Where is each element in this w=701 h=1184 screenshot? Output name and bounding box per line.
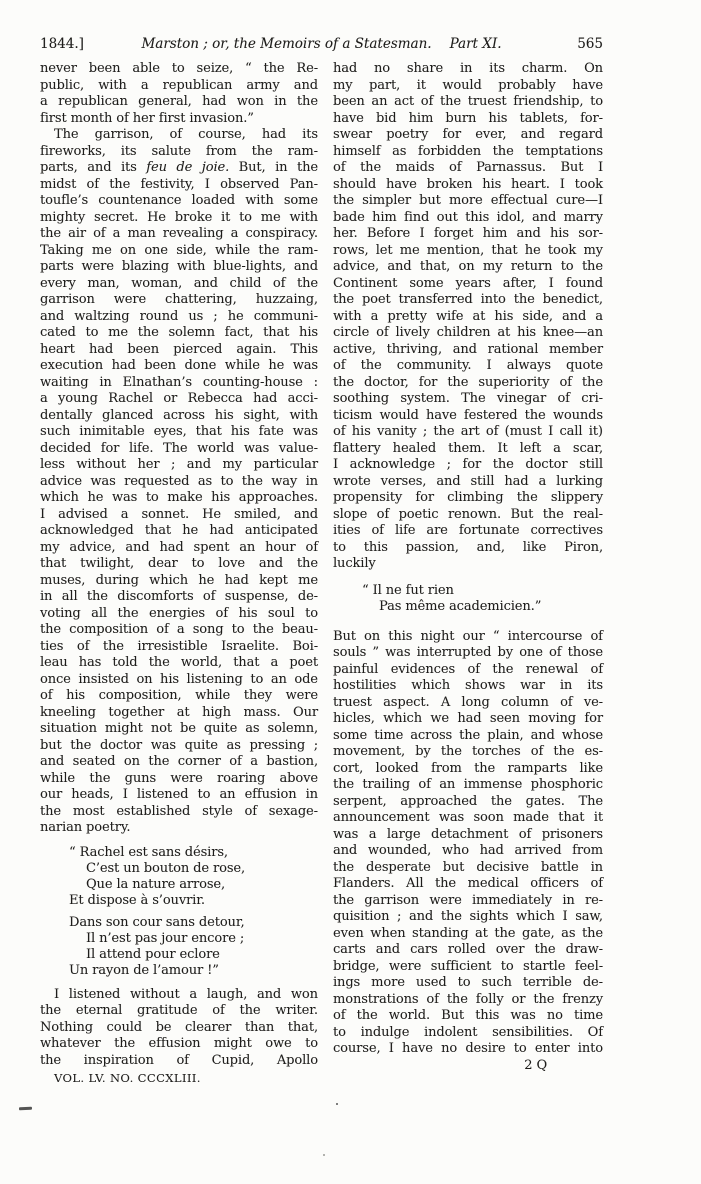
text-line: I listened without a laugh, and won bbox=[54, 986, 318, 1002]
text-line: parts were blazing with blue-lights, and bbox=[40, 259, 318, 274]
text-line: toufle’s countenance loaded with some bbox=[40, 193, 318, 208]
text-line: never been able to seize, “ the Re- bbox=[40, 61, 318, 76]
text-line: circle of lively children at his knee—an bbox=[333, 325, 603, 340]
paragraph bbox=[333, 61, 603, 573]
verse-line: Dans son cour sans detour, bbox=[69, 914, 245, 930]
text-line: while the guns were roaring above bbox=[40, 770, 318, 786]
page-header bbox=[40, 36, 603, 53]
running-title: Marston ; or, the Memoirs of a Statesman. bbox=[141, 36, 432, 52]
text-line: ties of the irresistible Israelite. Boi- bbox=[40, 638, 318, 654]
text-line: public, with a republican army and bbox=[40, 77, 318, 93]
text-line: execution had been done while he was bbox=[40, 358, 318, 373]
text-line: and wounded, who had arrived from bbox=[333, 843, 603, 858]
text-line: once insisted on his listening to an ode bbox=[40, 671, 318, 687]
text-line: was a large detachment of prisoners bbox=[333, 826, 603, 842]
verse-stanza bbox=[40, 915, 318, 979]
verse-line: Il attend pour eclore bbox=[86, 946, 220, 962]
text-line: voting all the energies of his soul to bbox=[40, 605, 318, 621]
text-line: the poet transferred into the benedict, bbox=[333, 292, 603, 307]
text-block bbox=[40, 36, 603, 1087]
text-line: luckily bbox=[333, 556, 376, 571]
verse-line: “ Rachel est sans désirs, bbox=[69, 844, 228, 860]
text-line: of his composition, while they were bbox=[40, 688, 318, 703]
verse-line: Il n’est pas jour encore ; bbox=[86, 930, 245, 946]
paragraph bbox=[40, 987, 318, 1070]
paragraph bbox=[333, 629, 603, 1058]
text-line: the garrison were immediately in re- bbox=[333, 892, 603, 908]
text-line: Continent some years after, I found bbox=[333, 275, 603, 291]
paragraph bbox=[40, 61, 318, 127]
text-line: souls ” was interrupted by one of those bbox=[333, 645, 603, 660]
text-line: midst of the festivity, I observed Pan- bbox=[40, 176, 318, 192]
verse-line: “ Il ne fut rien bbox=[362, 582, 454, 598]
text-line: with a pretty wife at his side, and a bbox=[333, 308, 603, 324]
text-line: some time across the plain, and whose bbox=[333, 727, 603, 743]
text-line: the eternal gratitude of the writer. bbox=[40, 1003, 318, 1018]
text-line: flattery healed them. It left a scar, bbox=[333, 440, 603, 456]
text-line: a republican general, had won in the bbox=[40, 94, 318, 109]
text-line: carts and cars rolled over the draw- bbox=[333, 942, 603, 957]
text-line: and seated on the corner of a bastion, bbox=[40, 754, 318, 769]
text-line: the desperate but decisive battle in bbox=[333, 859, 603, 875]
text-line: situation might not be quite as solemn, bbox=[40, 721, 318, 736]
text-line: every man, woman, and child of the bbox=[40, 275, 318, 291]
paragraph bbox=[40, 127, 318, 837]
text-line: and waltzing round us ; he communi- bbox=[40, 308, 318, 324]
text-line: soothing system. The vinegar of cri- bbox=[333, 391, 603, 406]
header-title-group bbox=[120, 36, 523, 53]
text-line: movement, by the torches of the es- bbox=[333, 744, 603, 759]
text-line: parts, and its feu de joie. But, in the bbox=[40, 160, 318, 175]
text-line: active, thriving, and rational member bbox=[333, 341, 603, 357]
text-line: whatever the effusion might owe to bbox=[40, 1036, 318, 1051]
text-line: but the doctor was quite as pressing ; bbox=[40, 737, 318, 753]
text-line: advice, and that, on my return to the bbox=[333, 259, 603, 274]
header-year: 1844.] bbox=[40, 36, 84, 52]
verse-line: Que la nature arrose, bbox=[86, 876, 226, 892]
text-line: The garrison, of course, had its bbox=[54, 127, 318, 142]
text-line: advice was requested as to the way in bbox=[40, 473, 318, 489]
verse-line: Et dispose à s’ouvrir. bbox=[69, 892, 205, 908]
text-line: less without her ; and my particular bbox=[40, 457, 318, 472]
text-line: bridge, were sufficient to startle feel- bbox=[333, 958, 603, 974]
text-line: of the community. I always quote bbox=[333, 358, 603, 373]
page-number: 565 bbox=[577, 36, 603, 52]
text-line: to indulge indolent sensibilities. Of bbox=[333, 1024, 603, 1040]
text-line: swear poetry for ever, and regard bbox=[333, 127, 603, 142]
verse-stanza bbox=[333, 583, 603, 615]
text-line: quisition ; and the sights which I saw, bbox=[333, 909, 603, 924]
left-column bbox=[40, 61, 318, 1087]
scan-artifact bbox=[19, 1107, 32, 1111]
text-line: course, I have no desire to enter into bbox=[333, 1041, 603, 1056]
text-line: leau has told the world, that a poet bbox=[40, 655, 318, 670]
scan-speck bbox=[336, 1103, 338, 1105]
text-line: the doctor, for the superiority of the bbox=[333, 374, 603, 390]
verse-line: Un rayon de l’amour !” bbox=[69, 962, 219, 978]
text-line: Taking me on one side, while the ram- bbox=[40, 242, 318, 258]
text-line: the trailing of an immense phosphoric bbox=[333, 777, 603, 792]
text-line: in all the discomforts of suspense, de- bbox=[40, 589, 318, 604]
text-line: ings more used to such terrible de- bbox=[333, 975, 603, 990]
text-line: a young Rachel or Rebecca had acci- bbox=[40, 391, 318, 406]
text-line: hicles, which we had seen moving for bbox=[333, 711, 603, 726]
text-line: such inimitable eyes, that his fate was bbox=[40, 424, 318, 439]
text-line: heart had been pierced again. This bbox=[40, 341, 318, 357]
signature-mark: 2 Q bbox=[524, 1057, 547, 1073]
text-line: propensity for climbing the slippery bbox=[333, 490, 603, 505]
text-line: Nothing could be clearer than that, bbox=[40, 1019, 318, 1035]
text-line: hostilities which shows war in its bbox=[333, 678, 603, 693]
text-line: to this passion, and, like Piron, bbox=[333, 539, 603, 555]
text-line: waiting in Elnathan’s counting-house : bbox=[40, 374, 318, 390]
text-line: which he was to make his approaches. bbox=[40, 490, 318, 505]
text-line: that twilight, dear to love and the bbox=[40, 556, 318, 571]
text-line: ticism would have festered the wounds bbox=[333, 407, 603, 423]
text-columns bbox=[40, 61, 603, 1087]
text-line: should have broken his heart. I took bbox=[333, 176, 603, 192]
text-line: my part, it would probably have bbox=[333, 77, 603, 93]
text-line: muses, during which he had kept me bbox=[40, 572, 318, 588]
text-line: the composition of a song to the beau- bbox=[40, 622, 318, 637]
text-line: truest aspect. A long column of ve- bbox=[333, 694, 603, 710]
verse-line: C’est un bouton de rose, bbox=[86, 860, 246, 876]
text-line: my advice, and had spent an hour of bbox=[40, 539, 318, 555]
verse-stanza bbox=[40, 845, 318, 909]
text-line: painful evidences of the renewal of bbox=[333, 661, 603, 677]
verse-line: Pas même academicien.” bbox=[379, 598, 542, 614]
text-line: our heads, I listened to an effusion in bbox=[40, 787, 318, 802]
text-line: kneeling together at high mass. Our bbox=[40, 704, 318, 720]
part-number: Part XI. bbox=[449, 36, 502, 52]
text-line: first month of her first invasion.” bbox=[40, 110, 254, 126]
text-line: Flanders. All the medical officers of bbox=[333, 876, 603, 891]
text-line: her. Before I forget him and his sor- bbox=[333, 226, 603, 241]
text-line: acknowledged that he had anticipated bbox=[40, 523, 318, 538]
text-line: narian poetry. bbox=[40, 820, 131, 835]
right-column bbox=[333, 61, 603, 1087]
text-line: cated to me the solemn fact, that his bbox=[40, 325, 318, 340]
text-line: of the maids of Parnassus. But I bbox=[333, 160, 603, 175]
text-line: I advised a sonnet. He smiled, and bbox=[40, 506, 318, 522]
text-line: fireworks, its salute from the ram- bbox=[40, 143, 318, 159]
scan-speck bbox=[323, 1154, 325, 1156]
text-line: ities of life are fortunate correctives bbox=[333, 523, 603, 538]
volume-footer: VOL. LV. NO. CCCXLIII. bbox=[54, 1071, 201, 1085]
text-line: dentally glanced across his sight, with bbox=[40, 407, 318, 423]
text-line: himself as forbidden the temptations bbox=[333, 143, 603, 159]
text-line: wrote verses, and still had a lurking bbox=[333, 473, 603, 489]
text-line: the simpler but more effectual cure—I bbox=[333, 193, 603, 208]
text-line: of the world. But this was no time bbox=[333, 1008, 603, 1023]
text-line: even when standing at the gate, as the bbox=[333, 925, 603, 941]
text-line: cort, looked from the ramparts like bbox=[333, 760, 603, 776]
text-line: been an act of the truest friendship, to bbox=[333, 94, 603, 109]
text-line: bade him find out this idol, and marry bbox=[333, 209, 603, 225]
text-line: slope of poetic renown. But the real- bbox=[333, 506, 603, 522]
text-line: the air of a man revealing a conspiracy. bbox=[40, 226, 318, 241]
text-line: serpent, approached the gates. The bbox=[333, 793, 603, 809]
text-line: monstrations of the folly or the frenzy bbox=[333, 991, 603, 1007]
text-line: the inspiration of Cupid, Apollo bbox=[40, 1052, 318, 1068]
text-line: had no share in its charm. On bbox=[333, 61, 603, 76]
text-line: announcement was soon made that it bbox=[333, 810, 603, 825]
text-line: decided for life. The world was value- bbox=[40, 440, 318, 456]
text-line: the most established style of sexage- bbox=[40, 803, 318, 819]
text-line: But on this night our “ intercourse of bbox=[333, 628, 603, 644]
text-line: mighty secret. He broke it to me with bbox=[40, 209, 318, 225]
text-line: of his vanity ; the art of (must I call it) bbox=[333, 424, 603, 439]
text-line: I acknowledge ; for the doctor still bbox=[333, 457, 603, 472]
text-line: garrison were chattering, huzzaing, bbox=[40, 292, 318, 307]
text-line: have bid him burn his tablets, for- bbox=[333, 110, 603, 126]
text-line: rows, let me mention, that he took my bbox=[333, 242, 603, 258]
